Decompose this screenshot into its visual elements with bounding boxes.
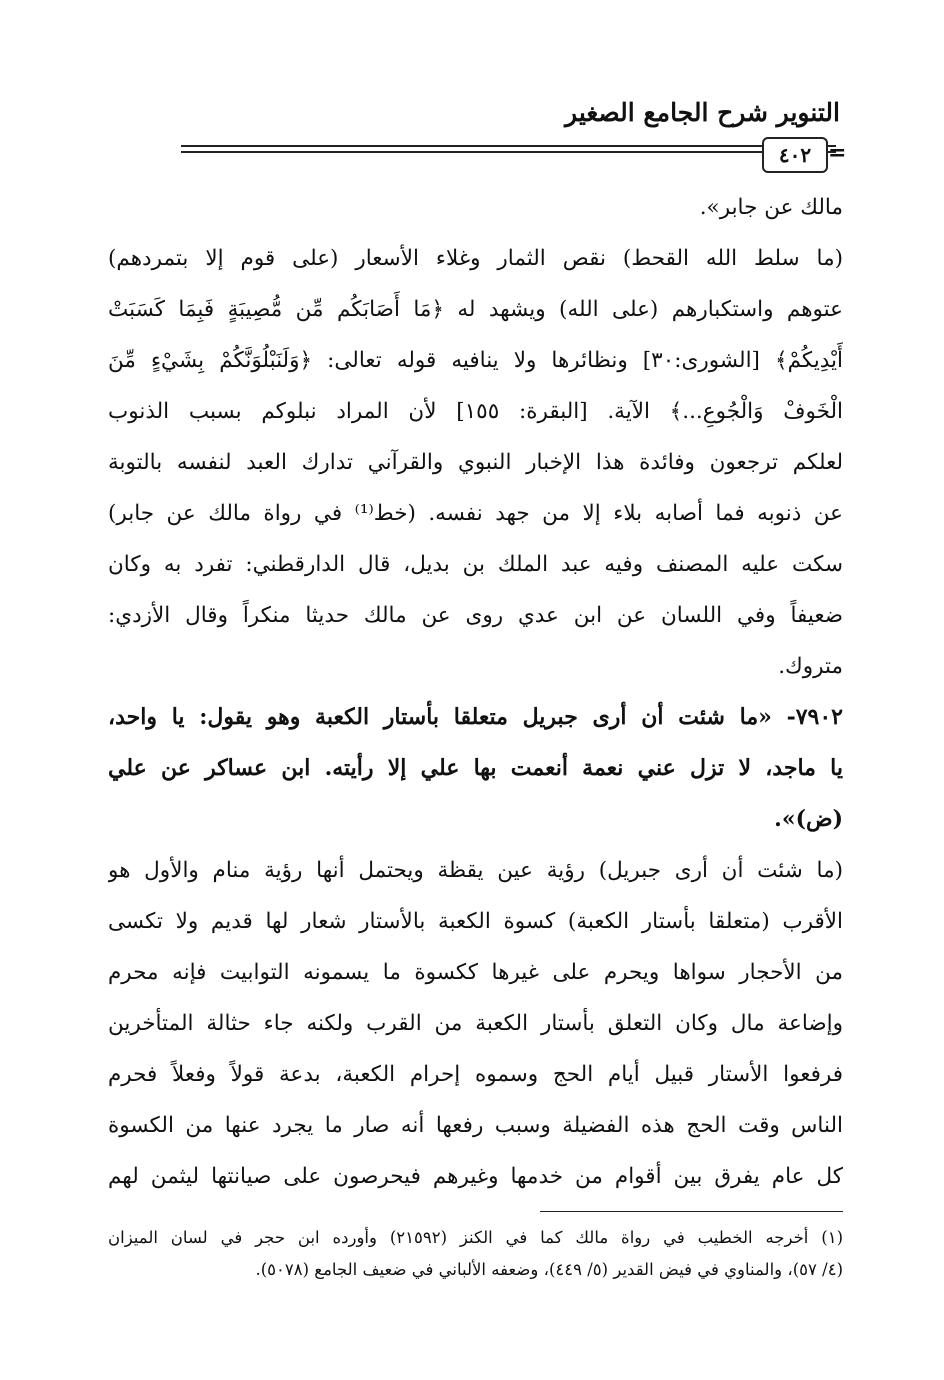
text-line: ضعيفاً وفي اللسان عن ابن عدي روى عن مالك حديثا منكراً وقال الأزدي: — [108, 603, 843, 628]
footnote-line: (٤/ ٥٧)، والمناوي في فيض القدير (٥/ ٤٤٩)، وضعفه الألباني في ضعيف الجامع (٥٠٧٨). — [255, 1260, 843, 1279]
footnotes — [108, 1222, 843, 1286]
footnote-line: (١) أخرجه الخطيب في رواة مالك كما في الكنز (٢١٥٩٢) وأورده ابن حجر في لسان الميزان — [108, 1228, 843, 1247]
text-line: مالك عن جابر». — [699, 195, 843, 220]
text-line: الْخَوفْ وَالْجُوعِ...﴾ الآية. [البقرة: ١٥٥] لأن المراد نبلوكم بسبب الذنوب — [108, 399, 843, 424]
text-line: متروك. — [778, 654, 843, 679]
text-line: (ما سلط الله القحط) نقص الثمار وغلاء الأسعار (على قوم إلا بتمردهم) — [108, 246, 843, 271]
text-line: عتوهم واستكبارهم (على الله) ويشهد له ﴿مَا أَصَابَكُم مِّن مُّصِيبَةٍ فَبِمَا كَسَبَتْ — [108, 297, 843, 322]
text-line: فرفعوا الأستار قبيل أيام الحج وسموه إحرام الكعبة، بدعة قولاً وفعلاً فحرم — [108, 1062, 843, 1087]
main-text — [108, 182, 843, 1202]
text-line: من الأحجار سواها ويحرم على غيرها ككسوة ما يسمونه التوابيت فإنه محرم — [108, 960, 843, 985]
page-number: ٤٠٢ — [762, 137, 828, 173]
header-rule-lower — [181, 151, 836, 153]
page-number-marker: = — [828, 140, 847, 166]
text-line: أَيْدِيكُمْ﴾ [الشورى:٣٠] ونظائرها ولا ينافيه قوله تعالى: ﴿وَلَنَبْلُوَنَّكُمْ بِشَيْءٍ مِّنَ — [108, 348, 843, 373]
text-line: سكت عليه المصنف وفيه عبد الملك بن بديل، قال الدارقطني: تفرد به وكان — [108, 552, 843, 577]
text-line: عن ذنوبه فما أصابه بلاء إلا من جهد نفسه. (خط⁽¹⁾ في رواة مالك عن جابر) — [108, 501, 843, 526]
hadith-line: ٧٩٠٢- «ما شئت أن أرى جبريل متعلقا بأستار الكعبة وهو يقول: يا واحد، — [108, 704, 843, 730]
text-line: لعلكم ترجعون وفائدة هذا الإخبار النبوي والقرآني تدارك العبد لنفسه بالتوبة — [108, 450, 843, 475]
hadith-line: (ض)». — [774, 806, 843, 832]
text-line: الناس وقت الحج هذه الفضيلة وسبب رفعها أنه صار ما يجرد عنها من الكسوة — [108, 1113, 843, 1138]
text-line: الأقرب (متعلقا بأستار الكعبة) كسوة الكعبة بالأستار شعار لها قديم ولا تكسى — [108, 909, 843, 934]
running-title: التنوير شرح الجامع الصغير — [565, 98, 840, 127]
text-line: (ما شئت أن أرى جبريل) رؤية عين يقظة ويحتمل أنها رؤية منام والأول هو — [108, 858, 843, 883]
header-rule-upper — [181, 145, 836, 147]
text-line: كل عام يفرق بين أقوام من خدمها وغيرهم فيحرصون على صيانتها ليثمن لهم — [108, 1164, 843, 1189]
footnote-separator — [540, 1211, 843, 1212]
text-line: وإضاعة مال وكان التعلق بأستار الكعبة من القرب ولكنه جاء حثالة المتأخرين — [108, 1011, 843, 1036]
hadith-line: يا ماجد، لا تزل عني نعمة أنعمت بها علي إلا رأيته. ابن عساكر عن علي — [108, 755, 843, 781]
